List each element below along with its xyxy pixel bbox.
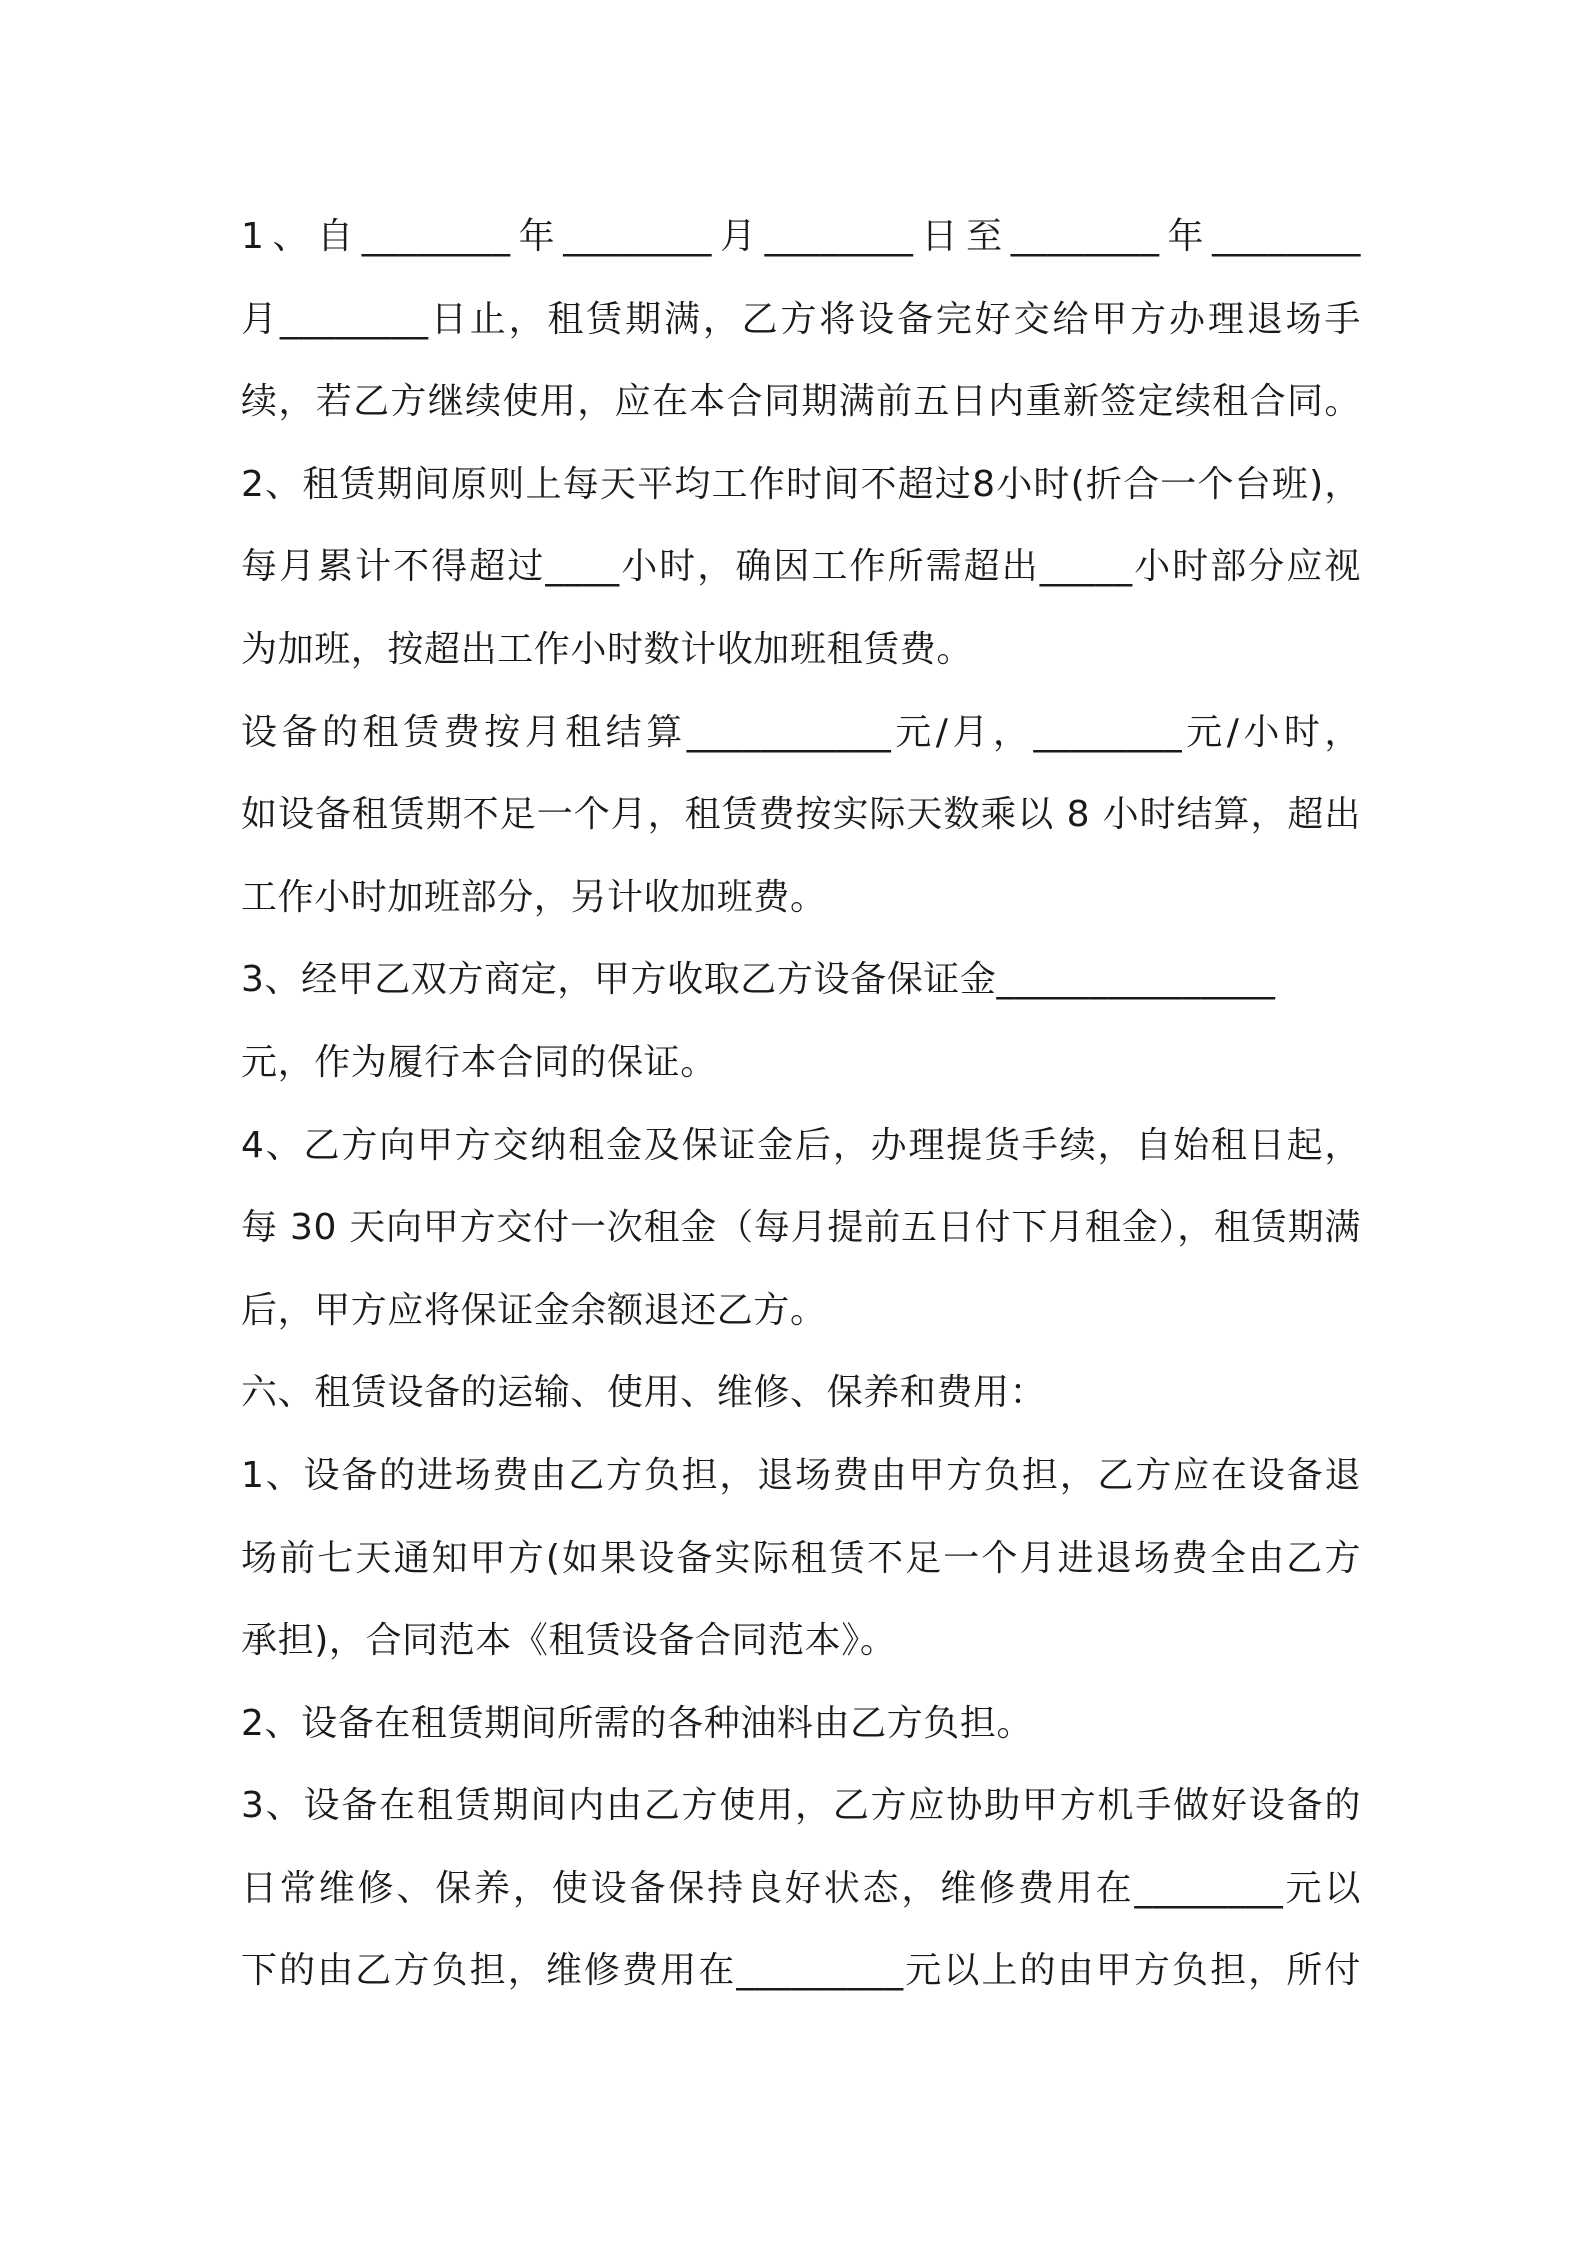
- text-line: 3、经甲乙双方商定，甲方收取乙方设备保证金_______________: [241, 959, 1276, 1001]
- text-line: 每月累计不得超过____小时，确因工作所需超出_____小时部分应视: [241, 546, 1361, 588]
- text-line: 下的由乙方负担，维修费用在_________元以上的由甲方负担，所付: [241, 1950, 1361, 1992]
- text-line: 月________日止，租赁期满，乙方将设备完好交给甲方办理退场手: [241, 298, 1361, 340]
- text-line: 续，若乙方继续使用，应在本合同期满前五日内重新签定续租合同。: [241, 381, 1361, 423]
- text-line: 3、设备在租赁期间内由乙方使用，乙方应协助甲方机手做好设备的: [241, 1785, 1361, 1827]
- text-line: 场前七天通知甲方(如果设备实际租赁不足一个月进退场费全由乙方: [241, 1537, 1361, 1579]
- text-line: 如设备租赁期不足一个月，租赁费按实际天数乘以 8 小时结算，超出: [241, 794, 1361, 836]
- text-line: 为加班，按超出工作小时数计收加班租赁费。: [241, 628, 974, 670]
- text-line: 承担)，合同范本《租赁设备合同范本》。: [241, 1620, 897, 1662]
- text-line: 4、乙方向甲方交纳租金及保证金后，办理提货手续，自始租日起，: [241, 1124, 1361, 1166]
- text-line: 1、设备的进场费由乙方负担，退场费由甲方负担，乙方应在设备退: [241, 1454, 1361, 1496]
- text-line: 工作小时加班部分，另计收加班费。: [241, 876, 827, 918]
- section-heading: 六、租赁设备的运输、使用、维修、保养和费用：: [241, 1372, 1047, 1414]
- text-line: 每 30 天向甲方交付一次租金（每月提前五日付下月租金），租赁期满: [241, 1207, 1361, 1249]
- text-line: 后，甲方应将保证金余额退还乙方。: [241, 1289, 827, 1331]
- text-line: 2、租赁期间原则上每天平均工作时间不超过8小时(折合一个台班)，: [241, 463, 1361, 505]
- text-line: 2、设备在租赁期间所需的各种油料由乙方负担。: [241, 1702, 1034, 1744]
- text-line: 元，作为履行本合同的保证。: [241, 1041, 717, 1083]
- text-line: 设备的租赁费按月租结算___________元/月，________元/小时，: [241, 711, 1361, 753]
- text-line: 日常维修、保养，使设备保持良好状态，维修费用在________元以: [241, 1867, 1361, 1909]
- text-line: 1、自________年________月________日至________年________: [241, 216, 1361, 257]
- contract-body: [241, 196, 1361, 2013]
